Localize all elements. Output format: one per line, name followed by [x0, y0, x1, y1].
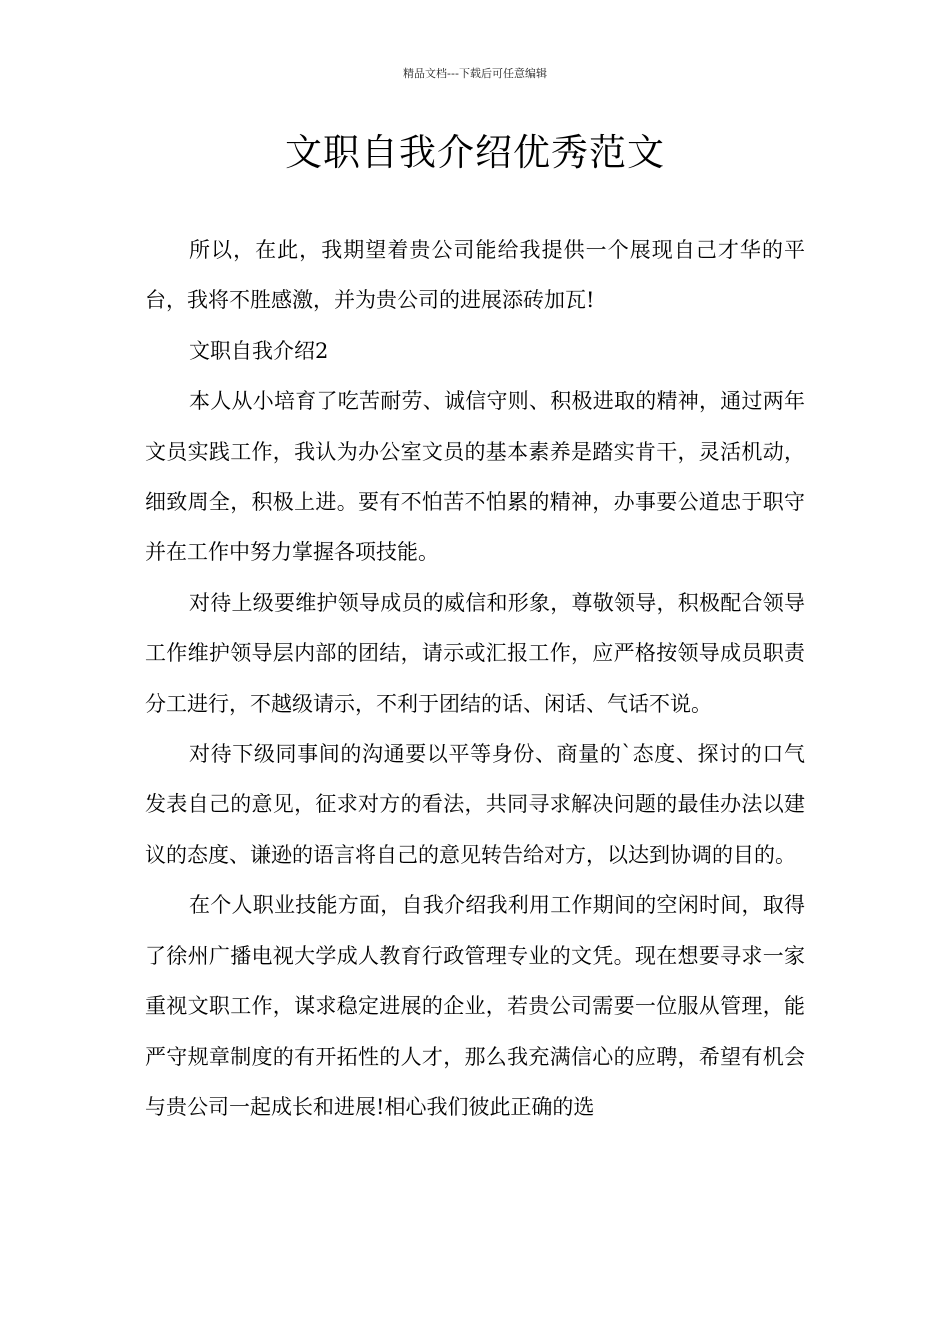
document-body — [145, 225, 805, 1132]
paragraph: 对待上级要维护领导成员的威信和形象，尊敬领导，积极配合领导工作维护领导层内部的团结，请示或汇报工作，应严格按领导成员职责分工进行，不越级请示，不利于团结的话、闲话、气话不说。 — [145, 590, 805, 716]
section-heading: 文职自我介绍2 — [189, 338, 329, 363]
paragraph: 所以，在此，我期望着贵公司能给我提供一个展现自己才华的平台，我将不胜感激，并为贵公司的进展添砖加瓦! — [145, 238, 805, 313]
paragraph: 对待下级同事间的沟通要以平等身份、商量的`态度、探讨的口气发表自己的意见，征求对方的看法，共同寻求解决问题的最佳办法以建议的态度、谦逊的语言将自己的意见转告给对方，以达到协调的目的。 — [145, 742, 805, 867]
paragraph: 本人从小培育了吃苦耐劳、诚信守则、积极进取的精神，通过两年文员实践工作，我认为办公室文员的基本素养是踏实肯干，灵活机动，细致周全，积极上进。要有不怕苦不怕累的精神，办事要公道忠于职守并在工作中努力掌握各项技能。 — [145, 389, 805, 565]
document-title: 文职自我介绍优秀范文 — [285, 131, 665, 174]
header-note: 精品文档---下载后可任意编辑 — [403, 67, 547, 80]
paragraph: 在个人职业技能方面，自我介绍我利用工作期间的空闲时间，取得了徐州广播电视大学成人教育行政管理专业的文凭。现在想要寻求一家重视文职工作，谋求稳定进展的企业，若贵公司需要一位服从管理，能严守规章制度的有开拓性的人才，那么我充满信心的应聘，希望有机会与贵公司一起成长和进展!相心我们彼此正确的选 — [145, 893, 805, 1119]
